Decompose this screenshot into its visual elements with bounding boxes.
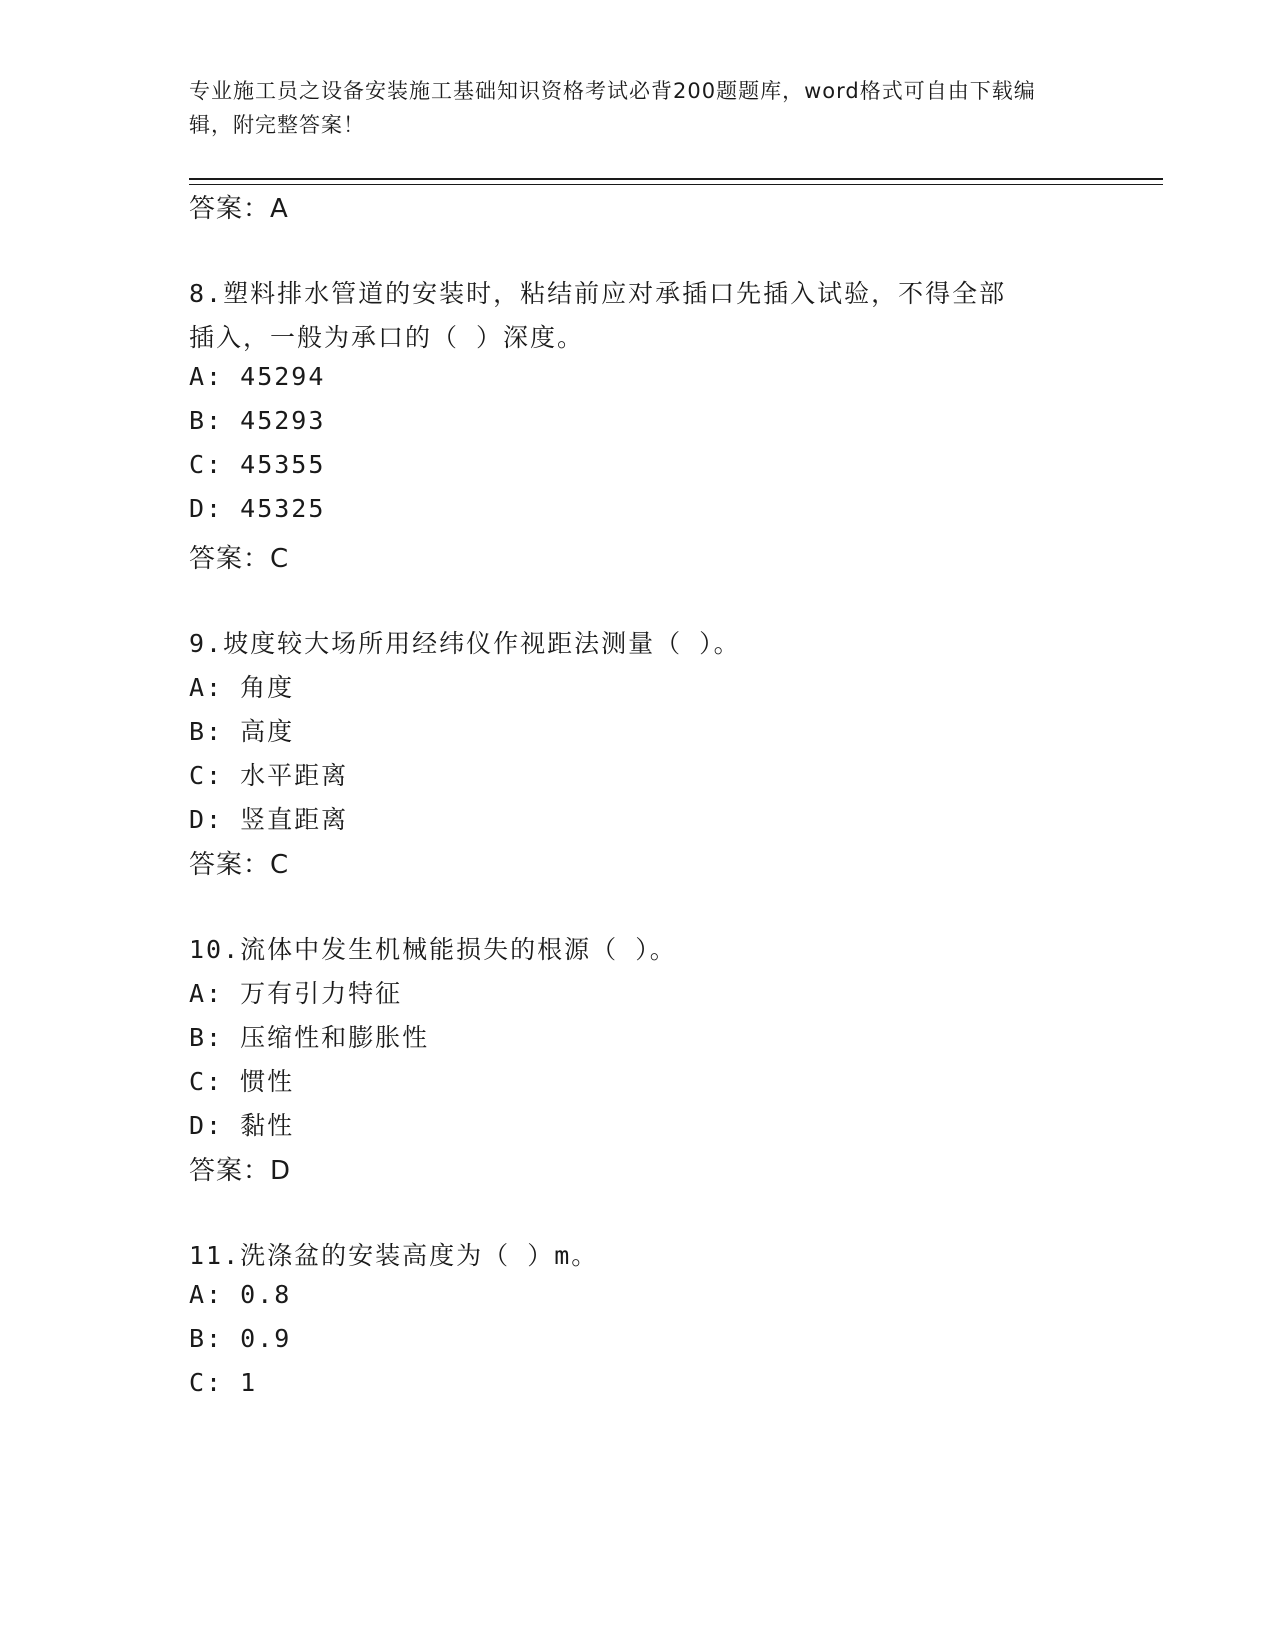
- question-11-option-b: B: 0.9: [189, 1324, 292, 1353]
- question-9-option-d: D: 竖直距离: [189, 805, 349, 834]
- question-9-text: 9.坡度较大场所用经纬仪作视距法测量（ ）。: [189, 629, 741, 658]
- question-10-option-c: C: 惯性: [189, 1067, 295, 1096]
- answer-q9: 答案：C: [189, 850, 290, 880]
- question-8-option-c: C: 45355: [189, 450, 326, 479]
- answer-q10: 答案：D: [189, 1156, 292, 1186]
- question-9-option-b: B: 高度: [189, 717, 295, 746]
- question-10-text: 10.流体中发生机械能损失的根源（ ）。: [189, 935, 677, 964]
- question-9-option-c: C: 水平距离: [189, 761, 349, 790]
- question-8-option-b: B: 45293: [189, 406, 326, 435]
- question-10-option-d: D: 黏性: [189, 1111, 295, 1140]
- header-rule-thick: [189, 178, 1163, 180]
- question-9-option-a: A: 角度: [189, 673, 295, 702]
- answer-q7: 答案：A: [189, 194, 289, 224]
- answer-q8: 答案：C: [189, 544, 290, 574]
- question-8-text-line2: 插入，一般为承口的（ ）深度。: [189, 323, 585, 352]
- question-11-text: 11.洗涤盆的安装高度为（ ）m。: [189, 1241, 599, 1270]
- question-8-text-line1: 8.塑料排水管道的安装时，粘结前应对承插口先插入试验，不得全部: [189, 279, 1007, 308]
- question-8-option-d: D: 45325: [189, 494, 326, 523]
- question-10-option-a: A: 万有引力特征: [189, 979, 403, 1008]
- question-8-option-a: A: 45294: [189, 362, 326, 391]
- header-rule-thin: [189, 184, 1163, 185]
- question-10-option-b: B: 压缩性和膨胀性: [189, 1023, 430, 1052]
- question-11-option-a: A: 0.8: [189, 1280, 292, 1309]
- question-11-option-c: C: 1: [189, 1368, 258, 1397]
- document-header: 专业施工员之设备安装施工基础知识资格考试必背200题题库，word格式可自由下载编辑，附完整答案！: [189, 79, 1036, 137]
